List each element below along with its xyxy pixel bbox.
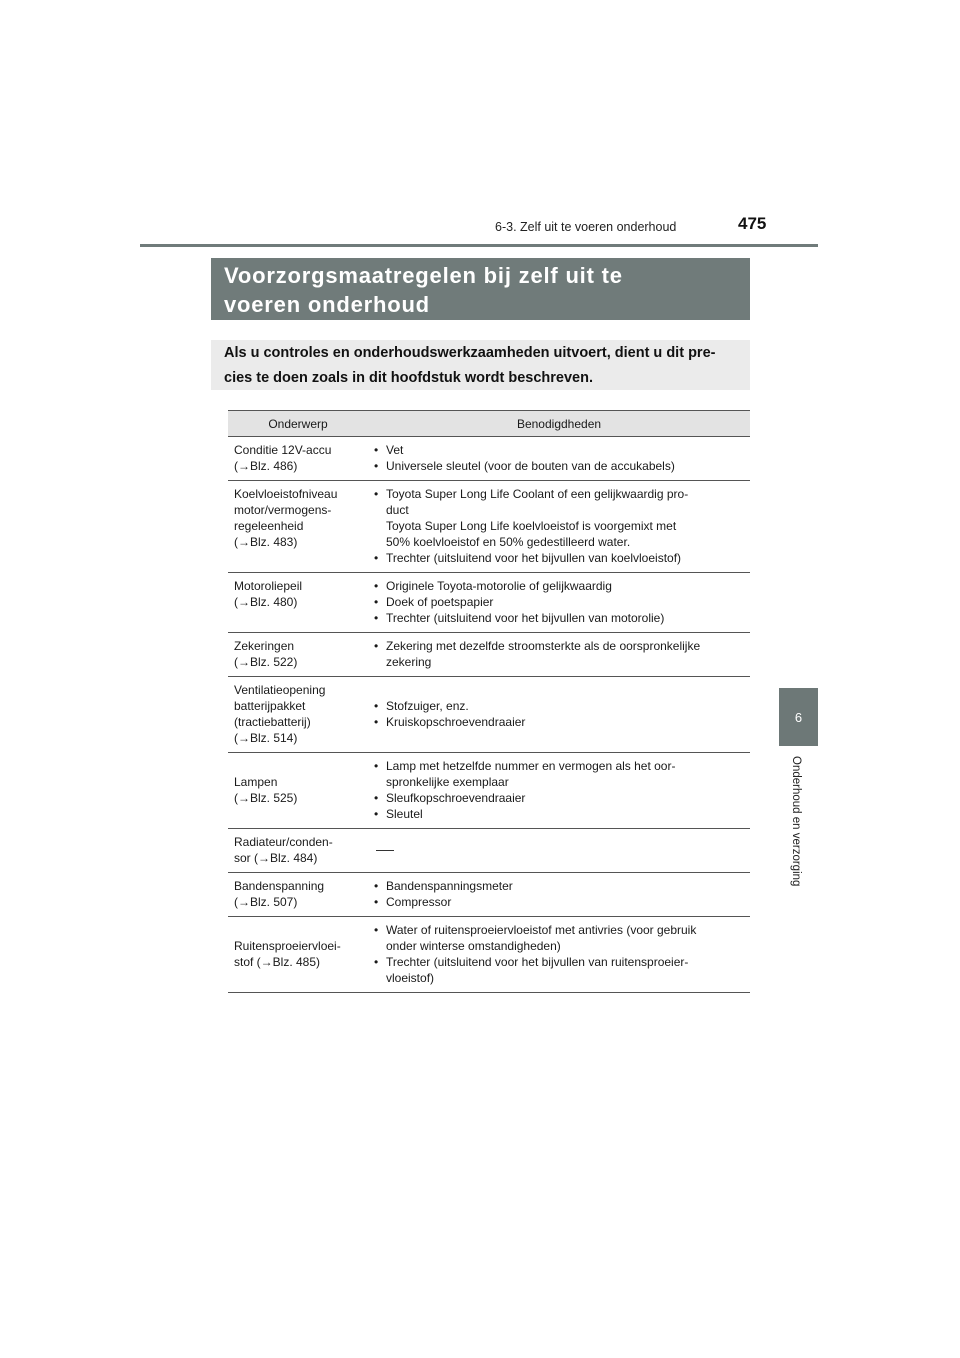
page-number: 475: [738, 214, 767, 233]
bullet-line: • Vet: [386, 443, 404, 457]
header-items: Benodigdheden: [368, 411, 750, 437]
table-body: [228, 437, 750, 993]
subject-line: sor (→Blz. 484): [234, 851, 318, 865]
section-title-line-2: voeren onderhoud: [224, 292, 430, 317]
subject-line: Koelvloeistofniveau: [234, 487, 338, 501]
bullet-item: [374, 442, 744, 458]
items-cell: [368, 917, 750, 993]
bullet-line: • Trechter (uitsluitend voor het bijvullen van ruitensproeier-: [386, 955, 689, 969]
bullet-item: [374, 698, 744, 714]
table-row: [228, 573, 750, 633]
table-row: [228, 917, 750, 993]
subject-line: Conditie 12V-accu: [234, 443, 332, 457]
section-title: [211, 258, 750, 320]
subject-line: Ruitensproeiervloei-: [234, 939, 341, 953]
bullet-item: [374, 594, 744, 610]
subject-line: (→Blz. 507): [234, 895, 298, 909]
header-rule: [140, 244, 818, 247]
bullet-item: [374, 922, 744, 954]
bullet-line: • Universele sleutel (voor de bouten van de accukabels): [386, 459, 675, 473]
items-cell: [368, 437, 750, 481]
bullet-item: [374, 806, 744, 822]
items-cell: [368, 829, 750, 873]
header-subject: Onderwerp: [228, 411, 368, 437]
subject-cell: [228, 753, 368, 829]
bullet-line: • Stofzuiger, enz.: [386, 699, 469, 713]
items-cell: [368, 873, 750, 917]
bullet-line: • Trechter (uitsluitend voor het bijvullen van motorolie): [386, 611, 665, 625]
items-cell: [368, 573, 750, 633]
bullet-line: 50% koelvloeistof en 50% gedestilleerd water.: [386, 535, 631, 549]
table-row: [228, 829, 750, 873]
bullet-item: [374, 790, 744, 806]
subject-cell: [228, 573, 368, 633]
bullet-line: spronkelijke exemplaar: [386, 775, 509, 789]
items-cell: [368, 481, 750, 573]
subject-line: (→Blz. 514): [234, 731, 298, 745]
bullet-item: [374, 578, 744, 594]
items-cell: [368, 677, 750, 753]
subject-cell: [228, 633, 368, 677]
table-row: [228, 677, 750, 753]
table-row: [228, 873, 750, 917]
bullet-item: [374, 894, 744, 910]
table-row: [228, 753, 750, 829]
page-header-section: 6-3. Zelf uit te voeren onderhoud: [495, 220, 677, 234]
subject-cell: [228, 917, 368, 993]
subject-line: (→Blz. 480): [234, 595, 298, 609]
bullet-item: [374, 458, 744, 474]
subject-line: Motoroliepeil: [234, 579, 303, 593]
subject-cell: [228, 829, 368, 873]
bullet-item: [374, 878, 744, 894]
subject-cell: [228, 873, 368, 917]
bullet-item: [374, 486, 744, 550]
items-cell: [368, 753, 750, 829]
bullet-item: [374, 550, 744, 566]
subject-cell: [228, 677, 368, 753]
subject-line: stof (→Blz. 485): [234, 955, 321, 969]
bullet-line: • Zekering met dezelfde stroomsterkte als de oorspronkelijke: [386, 639, 701, 653]
subject-cell: [228, 437, 368, 481]
intro-line-1: Als u controles en onderhoudswerkzaamheden uitvoert, dient u dit pre-: [224, 345, 716, 361]
bullet-line: • Sleufkopschroevendraaier: [386, 791, 526, 805]
bullet-line: • Bandenspanningsmeter: [386, 879, 513, 893]
subject-line: regeleenheid: [234, 519, 304, 533]
bullet-line: • Kruiskopschroevendraaier: [386, 715, 526, 729]
subject-line: (→Blz. 486): [234, 459, 298, 473]
subject-cell: [228, 481, 368, 573]
bullet-item: [374, 638, 744, 670]
bullet-item: [374, 954, 744, 986]
bullet-line: • Lamp met hetzelfde nummer en vermogen als het oor-: [386, 759, 676, 773]
intro-box: [211, 340, 750, 390]
bullet-line: • Water of ruitensproeiervloeistof met antivries (voor gebruik: [386, 923, 697, 937]
subject-line: (tractiebatterij): [234, 715, 311, 729]
items-cell: [368, 633, 750, 677]
bullet-line: vloeistof): [386, 971, 435, 985]
subject-line: Zekeringen: [234, 639, 295, 653]
table-row: [228, 633, 750, 677]
intro-line-2: cies te doen zoals in dit hoofdstuk wordt beschreven.: [224, 370, 594, 386]
bullet-line: zekering: [386, 655, 432, 669]
section-title-line-1: Voorzorgsmaatregelen bij zelf uit te: [224, 263, 623, 288]
bullet-line: • Sleutel: [386, 807, 423, 821]
subject-line: (→Blz. 483): [234, 535, 298, 549]
empty-dash: [376, 850, 394, 851]
subject-line: Radiateur/conden-: [234, 835, 333, 849]
bullet-line: • Originele Toyota-motorolie of gelijkwaardig: [386, 579, 612, 593]
bullet-item: [374, 610, 744, 626]
subject-line: batterijpakket: [234, 699, 306, 713]
bullet-line: • Trechter (uitsluitend voor het bijvullen van koelvloeistof): [386, 551, 682, 565]
subject-line: Lampen: [234, 775, 278, 789]
table-row: [228, 437, 750, 481]
bullet-line: • Compressor: [386, 895, 452, 909]
subject-line: (→Blz. 522): [234, 655, 298, 669]
table-header-row: [228, 411, 750, 437]
bullet-line: duct: [386, 503, 409, 517]
table-row: [228, 481, 750, 573]
subject-line: motor/vermogens-: [234, 503, 332, 517]
subject-line: Ventilatieopening: [234, 683, 326, 697]
bullet-item: [374, 714, 744, 730]
bullet-line: Toyota Super Long Life koelvloeistof is voorgemixt met: [386, 519, 677, 533]
supplies-table: [228, 410, 750, 993]
bullet-line: • Toyota Super Long Life Coolant of een gelijkwaardig pro-: [386, 487, 689, 501]
chapter-tab: 6: [779, 688, 818, 746]
bullet-item: [374, 758, 744, 790]
subject-line: (→Blz. 525): [234, 791, 298, 805]
bullet-line: onder winterse omstandigheden): [386, 939, 561, 953]
bullet-line: • Doek of poetspapier: [386, 595, 494, 609]
chapter-label: Onderhoud en verzorging: [790, 756, 802, 887]
subject-line: Bandenspanning: [234, 879, 325, 893]
